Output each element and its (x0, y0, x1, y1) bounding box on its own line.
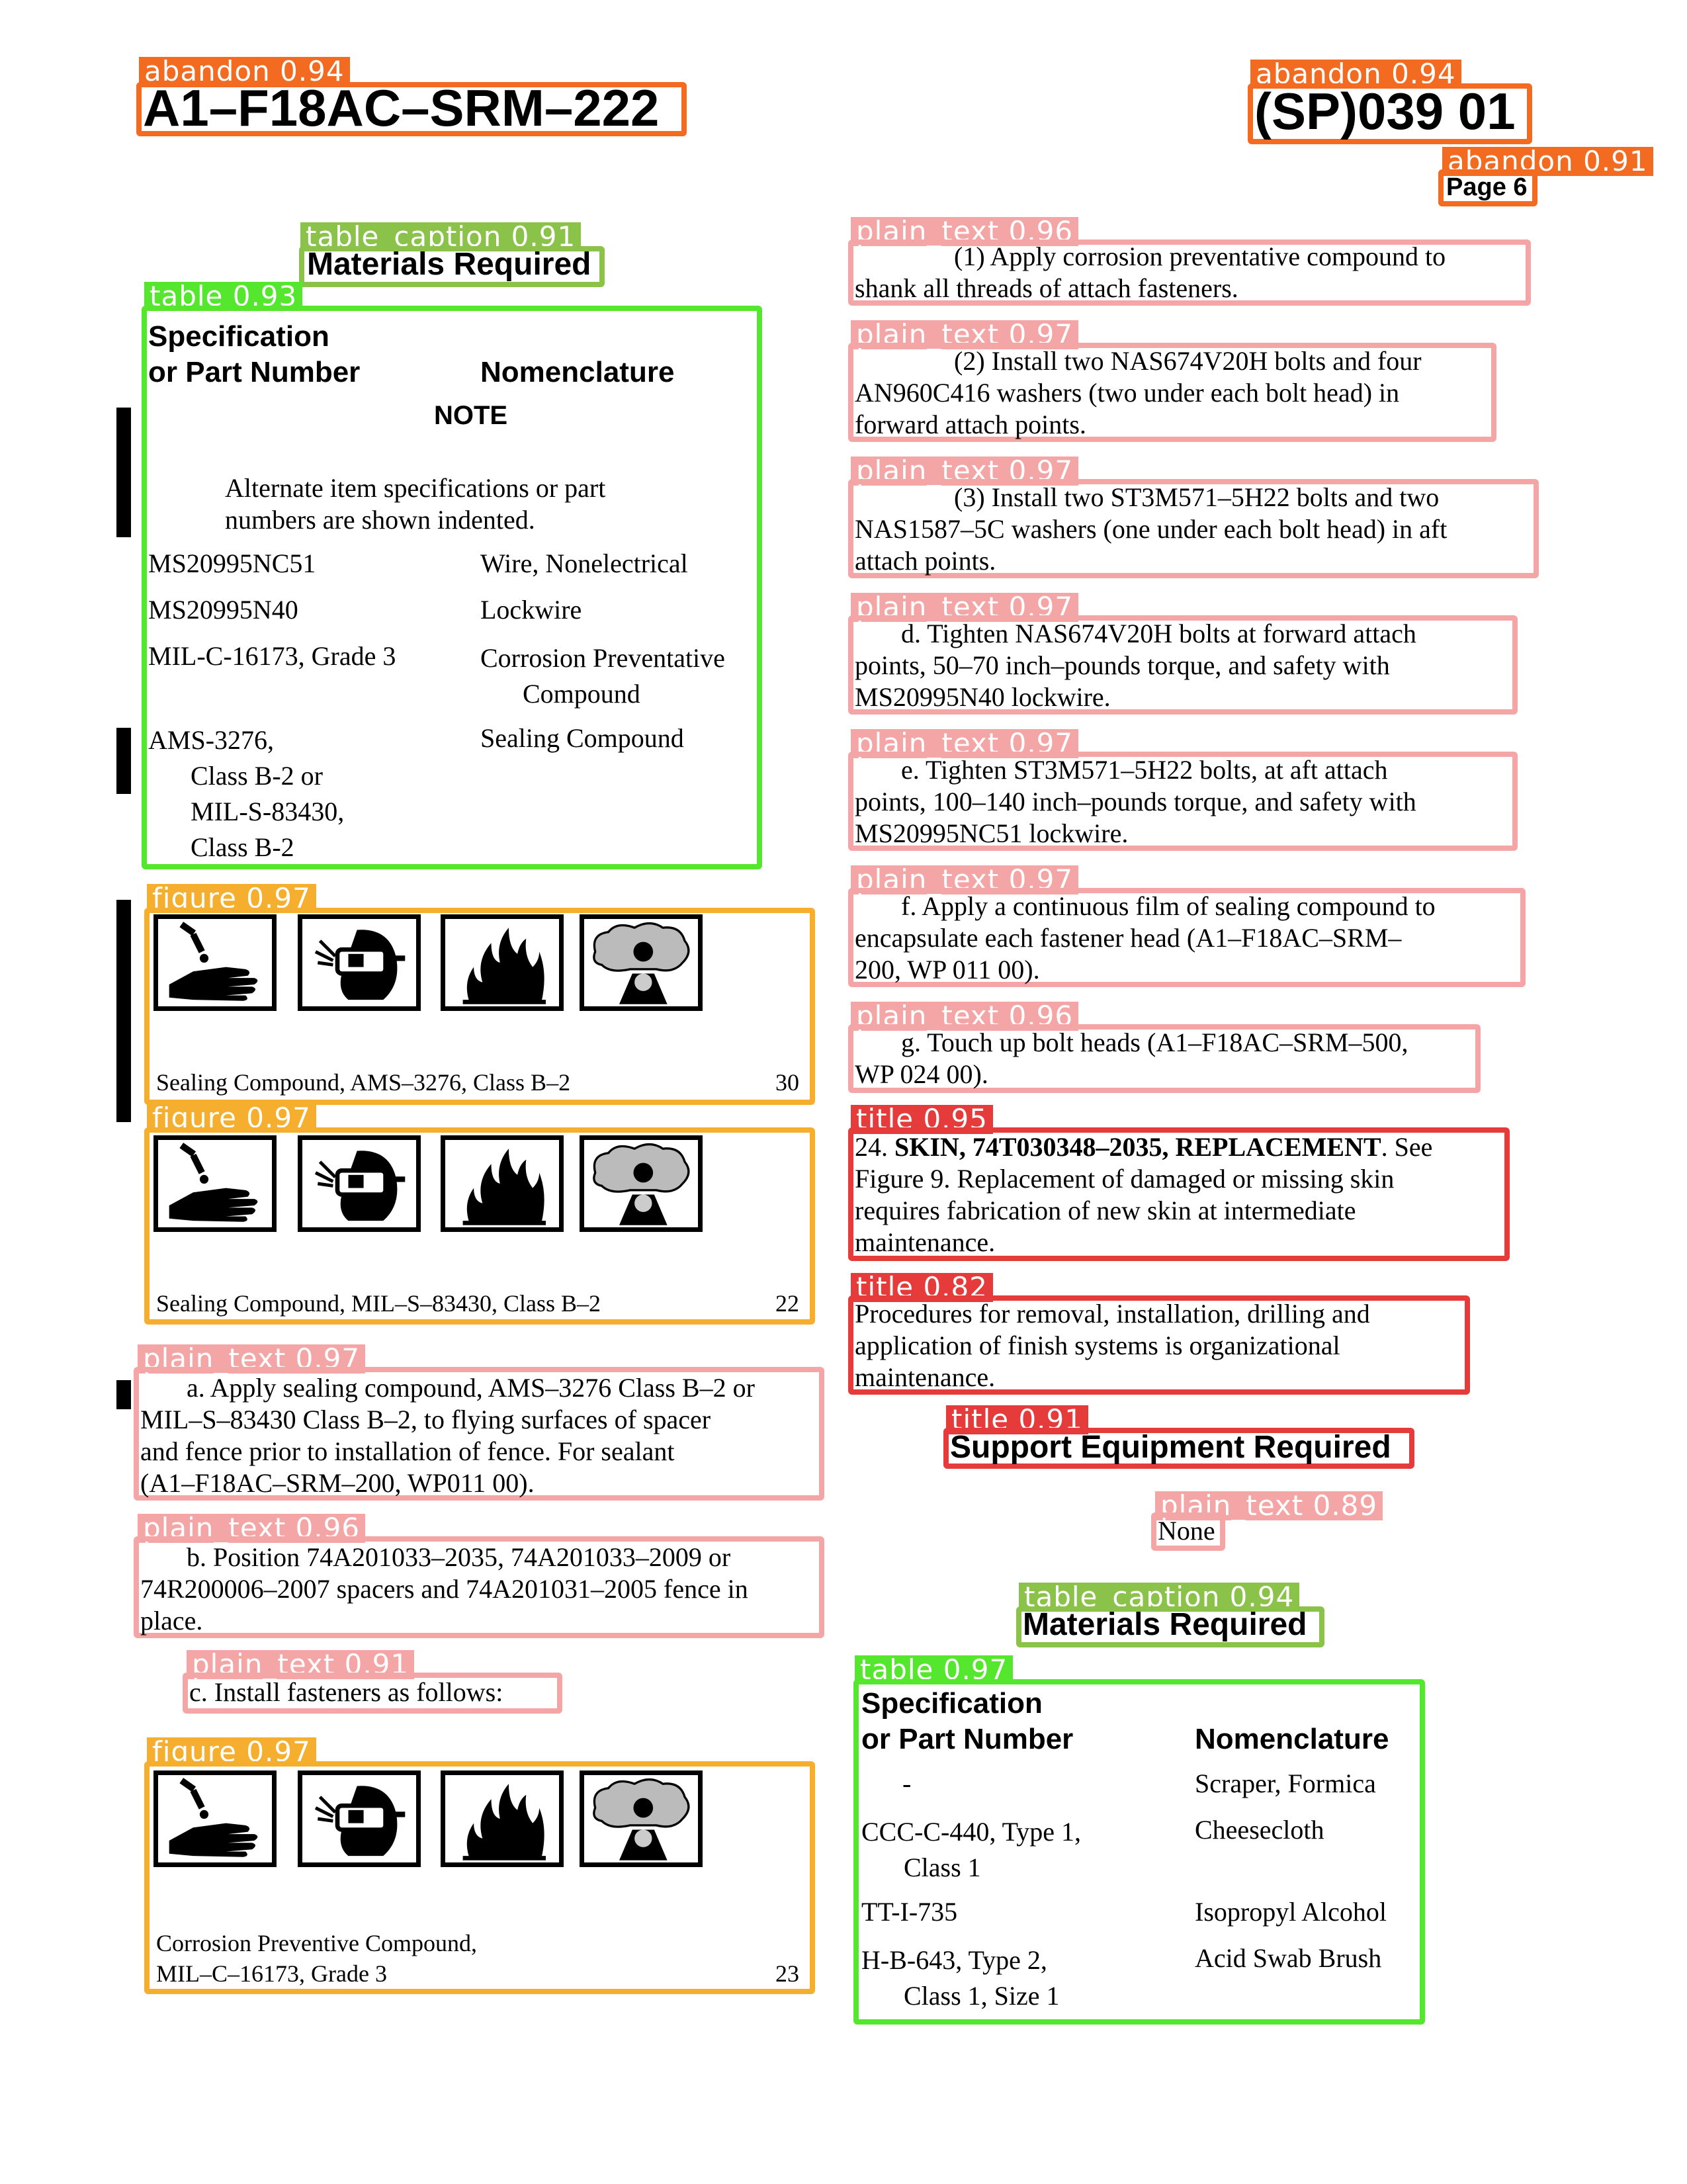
layout-label-title: title 0.82 (851, 1273, 993, 1302)
layout-label-figure: figure 0.97 (147, 1737, 316, 1767)
corrosive-hand-icon (153, 914, 277, 1011)
corrosive-hand-icon (153, 1135, 277, 1232)
layout-label-plain-text: plain_text 0.96 (851, 1002, 1078, 1031)
figure-caption: Corrosion Preventive Compound, MIL–C–16173, Grade 3 (156, 1930, 477, 1987)
change-bar (116, 900, 131, 1122)
support-equipment-none: None (1158, 1516, 1215, 1546)
layout-label-plain-text: plain_text 0.97 (851, 457, 1078, 486)
materials-required-caption: Materials Required (1023, 1607, 1307, 1642)
document-reference: (SP)039 01 (1254, 82, 1516, 140)
table-row-nomenclature: Wire, Nonelectrical (480, 548, 688, 578)
paragraph-d: d. Tighten NAS674V20H bolts at forward attach points, 50–70 inch–pounds torque, and safety with MS20995N40 lockwire. (855, 619, 1416, 712)
table-row-nomenclature: Sealing Compound (480, 723, 684, 753)
toxic-vapor-breathing-icon (580, 914, 703, 1011)
table-row-spec: TT-I-735 (861, 1897, 958, 1927)
table-row-nomenclature: Scraper, Formica (1195, 1769, 1376, 1798)
flammable-fire-icon (441, 1770, 564, 1867)
layout-label-plain-text: plain_text 0.91 (187, 1650, 414, 1679)
table-row-spec: AMS-3276, Class B-2 or MIL-S-83430, Class B-2 (148, 725, 345, 862)
change-bar (116, 1380, 131, 1409)
flammable-fire-icon (441, 914, 564, 1011)
table-row-nomenclature: Corrosion Preventative Compound (480, 643, 725, 709)
figure-number: 30 (775, 1069, 799, 1096)
layout-label-figure: figure 0.97 (147, 1104, 316, 1133)
section-24-heading: 24. SKIN, 74T030348–2035, REPLACEMENT. See Figure 9. Replacement of damaged or missing skin requires fabrication of new skin at intermediate maintenance. (855, 1132, 1433, 1257)
table-row-nomenclature: Cheesecloth (1195, 1815, 1324, 1845)
paragraph-e: e. Tighten ST3M571–5H22 bolts, at aft attach points, 100–140 inch–pounds torque, and safety with MS20995NC51 lockwire. (855, 755, 1416, 848)
layout-label-title: title 0.95 (851, 1105, 993, 1134)
layout-label-plain-text: plain_text 0.96 (138, 1514, 365, 1543)
table-row-spec: MIL-C-16173, Grade 3 (148, 641, 396, 671)
layout-label-plain-text: plain_text 0.89 (1155, 1491, 1383, 1520)
install-step-2: (2) Install two NAS674V20H bolts and four AN960C416 washers (two under each bolt head) in forward attach points. (855, 346, 1422, 439)
table-row-nomenclature: Acid Swab Brush (1195, 1943, 1382, 1973)
toxic-vapor-breathing-icon (580, 1135, 703, 1232)
toxic-vapor-breathing-icon (580, 1770, 703, 1867)
layout-label-abandon: abandon 0.94 (139, 57, 350, 86)
install-step-3: (3) Install two ST3M571–5H22 bolts and two NAS1587–5C washers (one under each bolt head) in aft attach points. (855, 482, 1448, 576)
note-text: Alternate item specifications or part numbers are shown indented. (225, 473, 606, 535)
figure-caption: Sealing Compound, MIL–S–83430, Class B–2 (156, 1290, 601, 1317)
layout-label-plain-text: plain_text 0.97 (851, 729, 1078, 758)
table-row-spec: MS20995NC51 (148, 548, 316, 578)
layout-label-plain-text: plain_text 0.97 (851, 865, 1078, 895)
paragraph-f: f. Apply a continuous film of sealing compound to encapsulate each fastener head (A1–F18AC–SRM– 200, WP 011 00). (855, 891, 1436, 984)
table-row-spec: H-B-643, Type 2, Class 1, Size 1 (861, 1945, 1060, 2011)
layout-label-figure: figure 0.97 (147, 884, 316, 913)
layout-label-table: table 0.97 (855, 1655, 1013, 1684)
support-equipment-title: Support Equipment Required (950, 1430, 1391, 1465)
layout-label-plain-text: plain_text 0.96 (851, 217, 1078, 246)
column-header-nomenclature: Nomenclature (1195, 1723, 1389, 1755)
table-row-nomenclature: Isopropyl Alcohol (1195, 1897, 1387, 1927)
paragraph-a: a. Apply sealing compound, AMS–3276 Class B–2 or MIL–S–83430 Class B–2, to flying surfaces of spacer and fence prior to installation of fence. For sealant (A1–F18AC–SRM–200, WP011 00). (140, 1373, 755, 1498)
flammable-fire-icon (441, 1135, 564, 1232)
materials-table (148, 318, 757, 867)
figure-caption: Sealing Compound, AMS–3276, Class B–2 (156, 1069, 571, 1096)
column-header-nomenclature: Nomenclature (480, 356, 675, 388)
materials-table (861, 1686, 1422, 2021)
layout-label-title: title 0.91 (946, 1405, 1088, 1434)
materials-required-caption: Materials Required (307, 247, 591, 282)
layout-label-table: table 0.93 (144, 282, 302, 311)
layout-label-table-caption: table_caption 0.91 (300, 222, 581, 251)
table-row-spec: MS20995N40 (148, 595, 298, 625)
figure-number: 23 (775, 1960, 799, 1987)
table-row-spec: - (902, 1769, 912, 1798)
page-number: Page 6 (1446, 173, 1528, 201)
change-bar (116, 408, 131, 537)
layout-label-table-caption: table_caption 0.94 (1019, 1583, 1299, 1612)
column-header-specification: Specification or Part Number (148, 320, 361, 388)
procedures-note: Procedures for removal, installation, drilling and application of finish systems is organizational maintenance. (855, 1299, 1370, 1392)
eye-protection-goggles-icon (298, 914, 421, 1011)
figure-number: 22 (775, 1290, 799, 1317)
layout-label-plain-text: plain_text 0.97 (851, 320, 1078, 349)
column-header-specification: Specification or Part Number (861, 1687, 1074, 1755)
paragraph-g: g. Touch up bolt heads (A1–F18AC–SRM–500, WP 024 00). (855, 1027, 1408, 1089)
corrosive-hand-icon (153, 1770, 277, 1867)
layout-label-abandon: abandon 0.91 (1442, 147, 1653, 176)
layout-label-plain-text: plain_text 0.97 (138, 1344, 365, 1374)
table-row-nomenclature: Lockwire (480, 595, 582, 625)
layout-label-abandon: abandon 0.94 (1250, 60, 1461, 89)
eye-protection-goggles-icon (298, 1770, 421, 1867)
note-heading: NOTE (434, 401, 508, 430)
paragraph-b: b. Position 74A201033–2035, 74A201033–2009 or 74R200006–2007 spacers and 74A201031–2005 fence in place. (140, 1542, 748, 1636)
change-bar (116, 728, 131, 794)
install-step-1: (1) Apply corrosion preventative compound to shank all threads of attach fasteners. (855, 241, 1446, 303)
layout-label-plain-text: plain_text 0.97 (851, 593, 1078, 622)
table-row-spec: CCC-C-440, Type 1, Class 1 (861, 1817, 1082, 1882)
paragraph-c: c. Install fasteners as follows: (189, 1677, 503, 1707)
document-id: A1–F18AC–SRM–222 (143, 79, 660, 137)
eye-protection-goggles-icon (298, 1135, 421, 1232)
